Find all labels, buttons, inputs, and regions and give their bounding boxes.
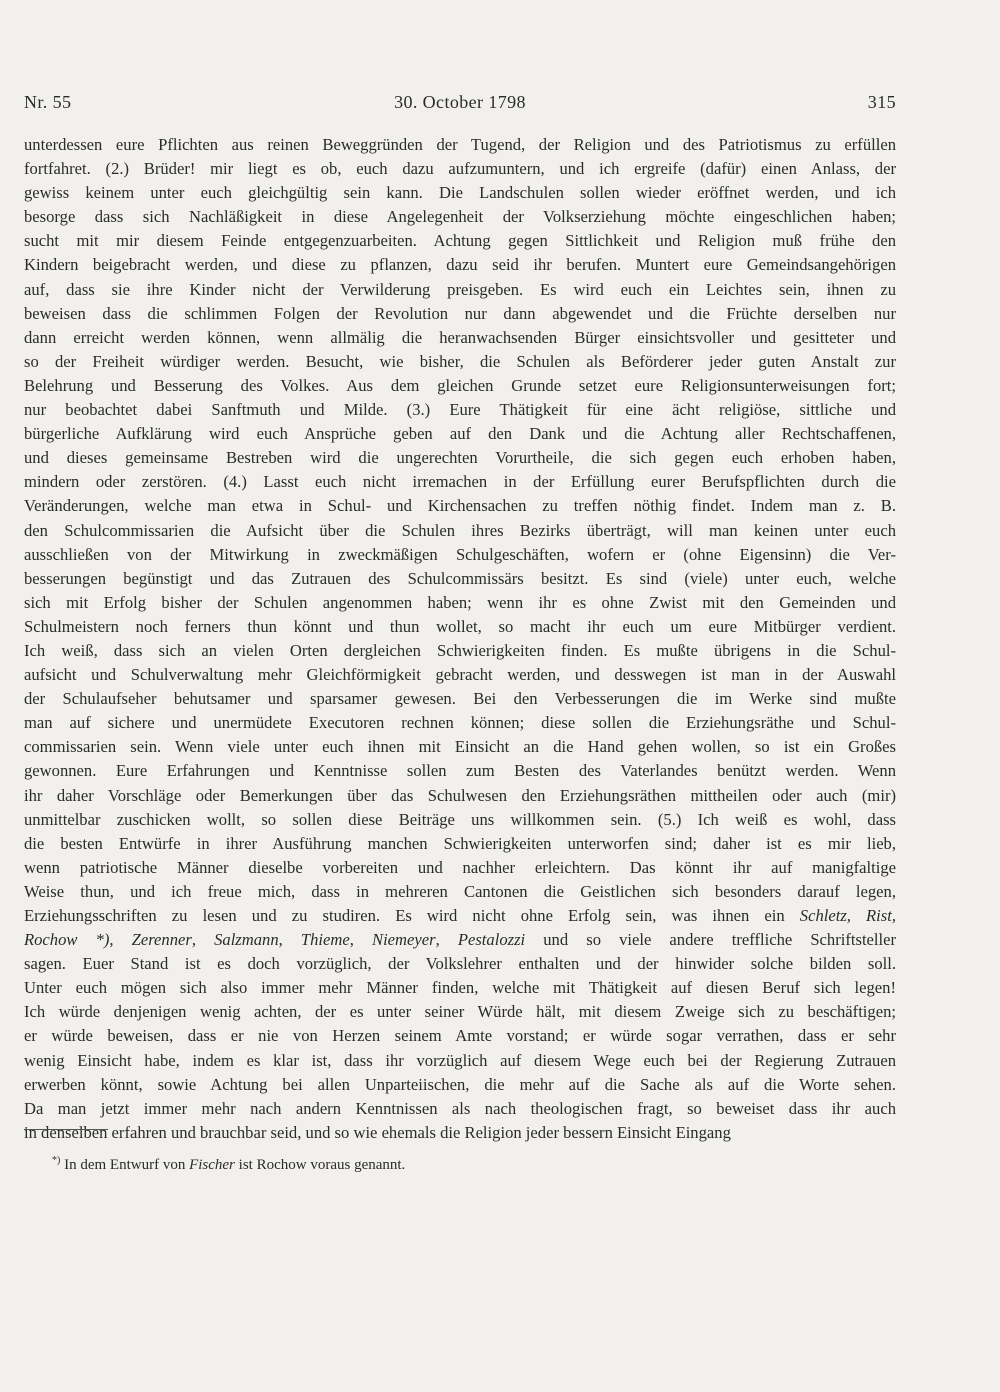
text-line: der Schulaufseher behutsamer und sparsamer gewesen. Bei den Verbesserungen die im Werke sind mußte [24,689,896,709]
text-line: wenn patriotische Männer dieselbe vorbereiten und nachher erleichtern. Das könnt ihr auf manigfaltige [24,857,896,877]
text-line: Ich würde denjenigen wenig achten, der es unter seiner Würde hält, mit diesem Zweige sich zu beschäftigen; [24,1002,896,1022]
text-line: und dieses gemeinsame Bestreben wird die ungerechten Vorurtheile, die sich gegen euch erhoben haben, [24,448,896,468]
text-line: Unter euch mögen sich also immer mehr Männer finden, welche mit Thätigkeit auf diesen Beruf sich legen! [24,978,896,998]
text-line: nur beobachtet dabei Sanftmuth und Milde. (3.) Eure Thätigkeit für eine ächt religiöse, sittliche und [24,400,896,420]
text-line: unmittelbar zuschicken wollt, so sollen diese Beiträge uns willkommen sein. (5.) Ich weiß es wohl, dass [24,809,896,829]
text-line: aufsicht und Schulverwaltung mehr Gleichförmigkeit gebracht werden, und desswegen ist man in der Auswahl [24,665,896,685]
footnote-divider [24,1129,108,1130]
italic-name: Rochow *) [24,930,110,950]
line-text: Rochow *), Zerenner, Salzmann, Thieme, Niemeyer, Pestalozzi und so viele andere treffliche Schriftsteller [24,930,896,950]
text-line: unterdessen eure Pflichten aus reinen Beweggründen der Tugend, der Religion und des Patriotismus zu erfüllen [24,135,896,154]
issue-number: Nr. 55 [24,92,72,112]
text-line: in denselben erfahren und brauchbar seid, und so wie ehemals die Religion jeder bessern Einsicht Eingang [24,1122,731,1142]
text-line: er würde beweisen, dass er nie von Herzen seinem Amte vorstand; er würde sogar verrathen, dass er sehr [24,1026,896,1046]
footnote-text-after: ist Rochow voraus genannt. [234,1157,406,1173]
text-line: ihr daher Vorschläge oder Bemerkungen über das Schulwesen den Erziehungsräthen mittheilen oder auch (mir) [24,785,896,805]
italic-name: Zerenner [131,930,192,950]
text-line: sagen. Euer Stand ist es doch vorzüglich, der Volkslehrer enthalten und der hinwider solche bilden soll. [24,954,896,974]
text-line: Belehrung und Besserung des Volkes. Aus dem gleichen Grunde setzet eure Religionsunterweisungen fort; [24,375,896,395]
page-date: 30. October 1798 [394,92,526,112]
body-text [24,133,896,1145]
footnote-italic-name: Fischer [189,1157,235,1173]
text-line: ausschließen von der Mitwirkung in zweckmäßigen Schulgeschäften, wofern er (ohne Eigensinn) die Ver- [24,544,896,564]
page-number: 315 [867,92,896,112]
text-line-with-italic-names [24,904,896,928]
italic-name: Thieme [300,930,350,950]
italic-name: Pestalozzi [457,930,526,950]
text-line: commissarien sein. Wenn viele unter euch ihnen mit Einsicht an die Hand gehen wollen, so ist ein Großes [24,737,896,757]
text-line: sich mit Erfolg bisher der Schulen angenommen haben; wenn ihr es ohne Zwist mit den Gemeinden und [24,592,896,612]
italic-name: Niemeyer [372,930,436,950]
text-line: sucht mit mir diesem Feinde entgegenzuarbeiten. Achtung gegen Sittlichkeit und Religion muß frühe den [24,231,896,251]
text-line: so der Freiheit würdiger werden. Besucht, wie bisher, die Schulen als Beförderer jeder guten Anstalt zur [24,351,896,371]
text-line: Veränderungen, welche man etwa in Schul- und Kirchensachen zu treffen nöthig findet. Indem man z. B. [24,496,896,516]
text-line: fortfahret. (2.) Brüder! mir liegt es ob, euch dazu aufzumuntern, und ich ergreife (dafür) einen Anlass, der [24,159,896,179]
line-text: Erziehungsschriften zu lesen und zu studiren. Es wird nicht ohne Erfolg sein, was ihnen ein Schletz, Rist, [24,906,896,925]
text-line: Kindern beigebracht werden, und diese zu pflanzen, dazu seid ihr berufen. Muntert eure Gemeindsangehörigen [24,255,896,275]
text-line: Schulmeistern noch ferners thun könnt und thun wollet, so macht ihr euch um eure Mitbürger verdient. [24,616,896,636]
text-line: Weise thun, und ich freue mich, dass in mehreren Cantonen die Geistlichen sich besonders darauf legen, [24,881,896,901]
text-line: erwerben könnt, sowie Achtung bei allen Unparteiischen, die mehr auf die Sache als auf die Worte sehen. [24,1074,896,1094]
footnote [52,1155,405,1174]
text-line: den Schulcommissarien die Aufsicht über die Schulen ihres Bezirks überträgt, will man keinen unter euch [24,520,896,540]
text-line: mindern oder zerstören. (4.) Lasst euch nicht irremachen in der Erfüllung eurer Berufspflichten durch die [24,472,896,492]
italic-name: Schletz, Rist, [799,906,896,925]
footnote-text-before: In dem Entwurf von [60,1157,190,1173]
text-line: auf, dass sie ihre Kinder nicht der Verwilderung preisgeben. Es wird euch ein Leichtes sein, ihnen zu [24,279,896,299]
page-header [24,92,896,118]
text-line: die besten Entwürfe in ihrer Ausführung manchen Schwierigkeiten unterworfen sind; daher ist es mir lieb, [24,833,896,853]
text-line: besserungen begünstigt und das Zutrauen des Schulcommissärs besitzt. Es sind (viele) unter euch, welche [24,568,896,588]
text-line: beweisen dass die schlimmen Folgen der Revolution nur dann abgewendet und die Früchte derselben nur [24,303,896,323]
text-line: dann erreicht werden können, wenn allmälig die heranwachsenden Bürger einsichtsvoller und gesitteter und [24,327,896,347]
text-line: man auf sichere und unermüdete Executoren rechnen können; diese sollen die Erziehungsräthe und Schul- [24,713,896,733]
text-line: besorge dass sich Nachläßigkeit in diese Angelegenheit der Volkserziehung möchte eingeschlichen haben; [24,207,896,227]
footnote-marker: *) [52,1155,61,1166]
text-line: gewiss keinem unter euch gleichgültig sein kann. Die Landschulen sollen wieder eröffnet werden, und ich [24,183,896,203]
text-line: Da man jetzt immer mehr nach andern Kenntnissen als nach theologischen fragt, so beweiset dass ihr auch [24,1098,896,1118]
italic-name: Salzmann [214,930,279,950]
text-line: gewonnen. Eure Erfahrungen und Kenntnisse sollen zum Besten des Vaterlandes benützt werden. Wenn [24,761,896,781]
text-line: bürgerliche Aufklärung wird euch Ansprüche geben auf den Dank und die Achtung aller Rechtschaffenen, [24,424,896,444]
text-line-with-italic-names [24,928,896,952]
text-line: wenig Einsicht habe, indem es klar ist, dass ihr vorzüglich auf diesem Wege euch bei der Regierung Zutrauen [24,1050,896,1070]
text-line: Ich weiß, dass sich an vielen Orten dergleichen Schwierigkeiten finden. Es mußte übrigens in die Schul- [24,640,896,660]
